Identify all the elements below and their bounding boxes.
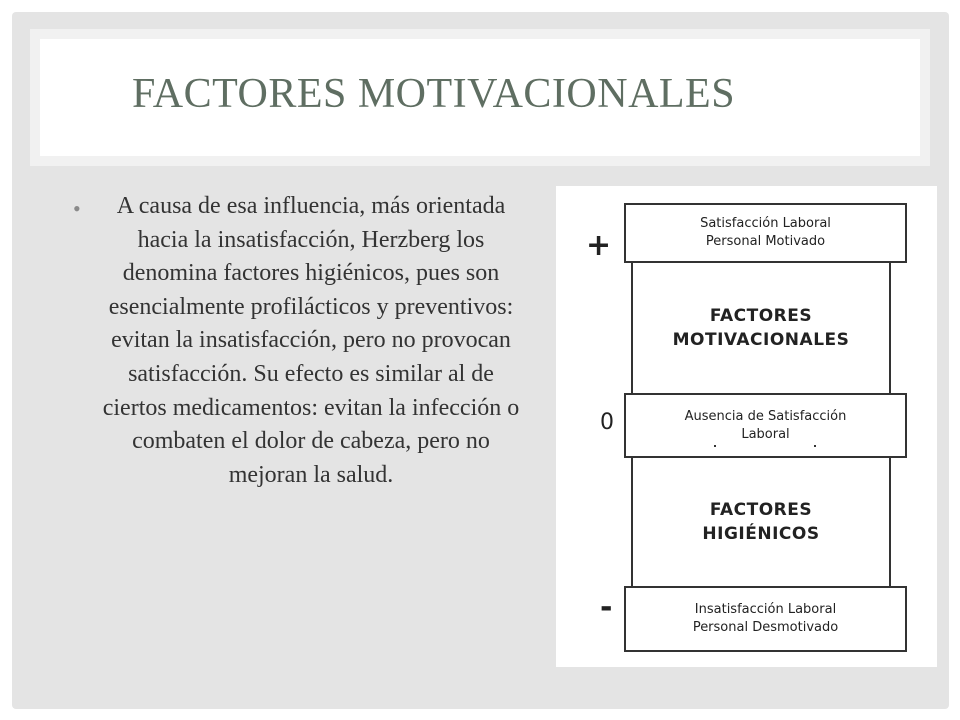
dissatisfaction-line2: Personal Desmotivado (692, 620, 839, 635)
motivational-factors-box (631, 260, 891, 396)
hygiene-factors-box (631, 456, 891, 588)
plus-sign: + (586, 228, 612, 263)
satisfaction-line2: Personal Motivado (705, 234, 826, 249)
bullet-icon: • (73, 196, 81, 221)
neutral-line1: Ausencia de Satisfacción (684, 408, 847, 424)
motivational-title-line1: FACTORES (709, 306, 813, 326)
minus-sign: - (600, 590, 613, 625)
dissatisfaction-line1: Insatisfacción Laboral (694, 602, 837, 617)
dot-mark (814, 445, 816, 447)
satisfaction-box (624, 203, 907, 263)
hygiene-title-line2: HIGIÉNICOS (702, 524, 820, 544)
neutral-box (624, 393, 907, 458)
dot-mark (714, 445, 716, 447)
dissatisfaction-box (624, 586, 907, 652)
bullet-paragraph: A causa de esa influencia, más orientada hacia la insatisfacción, Herzberg los denomina factores higiénicos, pues son esencialmente profilácticos y preventivos: evitan la insatisfacción, pero no provocan satisfacción. Su efecto es similar al de ciertos medicamentos: evitan la infección o combaten el dolor de cabeza, pero no mejoran la salud. (102, 193, 520, 488)
herzberg-diagram (556, 186, 937, 667)
neutral-line2: Laboral (741, 426, 790, 442)
satisfaction-line1: Satisfacción Laboral (700, 216, 831, 231)
slide-title: FACTORES MOTIVACIONALES (132, 71, 736, 117)
hygiene-title-line1: FACTORES (709, 500, 813, 520)
motivational-title-line2: MOTIVACIONALES (672, 330, 850, 350)
zero-sign: 0 (600, 410, 614, 435)
